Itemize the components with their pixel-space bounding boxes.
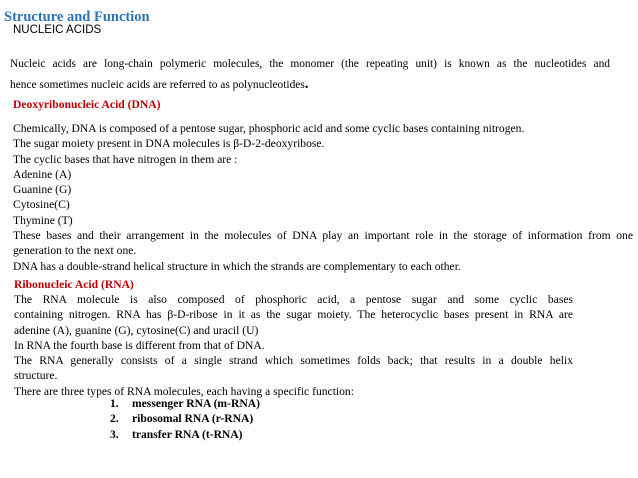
intro-paragraph — [10, 54, 610, 95]
list-item-number: 2. — [110, 412, 119, 426]
dna-line: DNA has a double-strand helical structure in which the strands are complementary to each other. — [13, 259, 461, 273]
dna-paragraph — [13, 121, 633, 274]
dna-base-cytosine: Cytosine(C) — [13, 198, 70, 212]
intro-line-2-text: hence sometimes nucleic acids are referred to as polynucleotides — [10, 79, 305, 91]
dna-line: The sugar moiety present in DNA molecules is β-D-2-deoxyribose. — [13, 137, 325, 151]
list-item — [110, 396, 260, 411]
rna-line: structure. — [14, 369, 58, 383]
list-item-number: 3. — [110, 427, 119, 441]
list-item — [110, 427, 260, 442]
dna-base-guanine: Guanine (G) — [13, 183, 72, 197]
dna-line: generation to the next one. — [13, 244, 137, 258]
dna-base-thymine: Thymine (T) — [13, 213, 73, 227]
intro-line-2 — [10, 74, 610, 95]
list-item-label: transfer RNA (t-RNA) — [132, 427, 243, 441]
dna-line: These bases and their arrangement in the molecules of DNA play an important role in the storage of information from one — [13, 229, 633, 243]
rna-line: There are three types of RNA molecules, each having a specific function: — [14, 384, 354, 398]
dna-line: The cyclic bases that have nitrogen in them are : — [13, 152, 238, 166]
rna-types-list — [110, 396, 260, 442]
intro-line-1: Nucleic acids are long-chain polymeric molecules, the monomer (the repeating unit) is known as the nucleotides and — [10, 58, 610, 70]
rna-paragraph — [14, 292, 573, 399]
intro-line-2-period: . — [304, 76, 309, 92]
rna-line: In RNA the fourth base is different from that of DNA. — [14, 338, 265, 352]
dna-heading: Deoxyribonucleic Acid (DNA) — [13, 98, 161, 111]
dna-base-adenine: Adenine (A) — [13, 167, 72, 181]
slide-subtitle: NUCLEIC ACIDS — [13, 24, 102, 36]
rna-line: The RNA generally consists of a single strand which sometimes folds back; that results in a double helix — [14, 354, 573, 368]
rna-heading: Ribonucleic Acid (RNA) — [14, 278, 134, 291]
rna-line: The RNA molecule is also composed of phosphoric acid, a pentose sugar and some cyclic bases — [14, 293, 573, 306]
rna-line: containing nitrogen. RNA has β-D-ribose in it as the sugar moiety. The heterocyclic bases present in RNA are — [14, 308, 573, 322]
list-item-label: messenger RNA (m-RNA) — [132, 397, 260, 410]
rna-line: adenine (A), guanine (G), cytosine(C) and uracil (U) — [14, 323, 259, 337]
list-item — [110, 411, 260, 426]
dna-line: Chemically, DNA is composed of a pentose sugar, phosphoric acid and some cyclic bases containing nitrogen. — [13, 122, 525, 135]
list-item-number: 1. — [110, 397, 119, 410]
slide-title: Structure and Function — [4, 9, 150, 25]
list-item-label: ribosomal RNA (r-RNA) — [132, 412, 254, 426]
